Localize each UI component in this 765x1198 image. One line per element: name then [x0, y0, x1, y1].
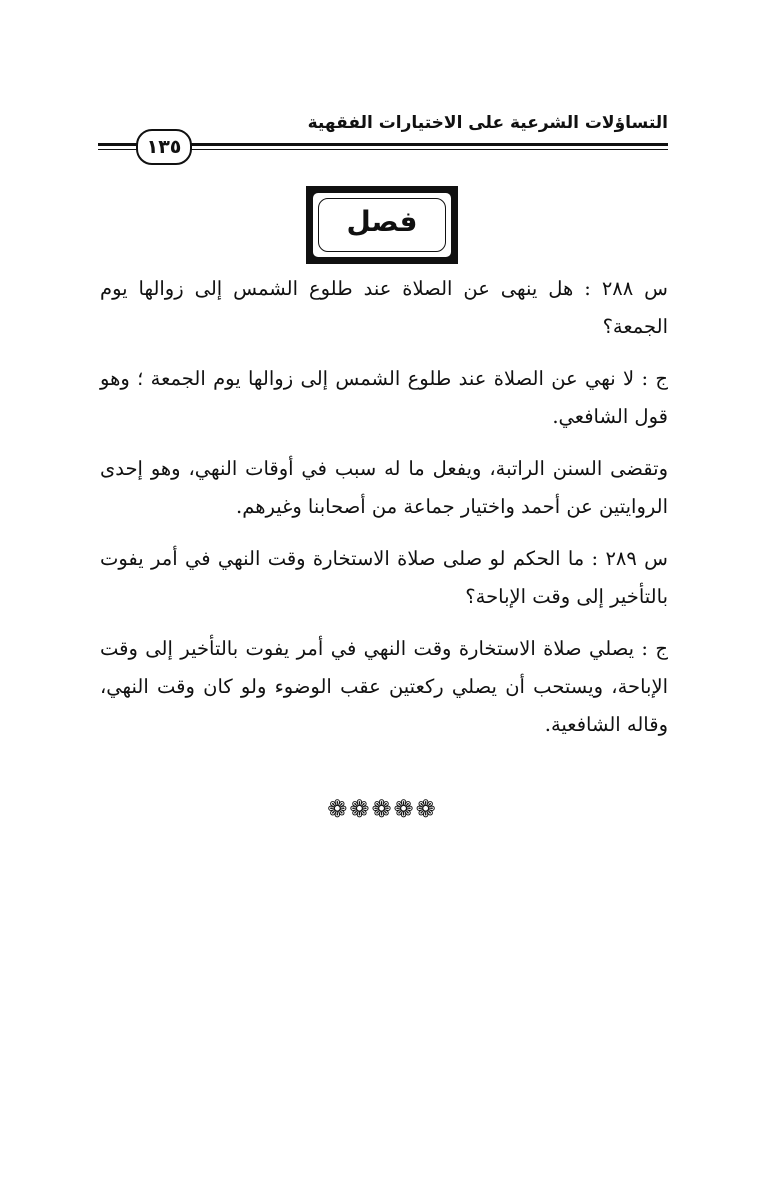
page-number: ١٣٥	[136, 129, 192, 165]
answer-289: ج : يصلي صلاة الاستخارة وقت النهي في أمر يفوت بالتأخير إلى وقت الإباحة، ويستحب أن يصلي ركعتين عقب الوضوء ولو كان وقت النهي، وقاله الشافعية.	[100, 637, 668, 736]
section-heading-inner	[312, 192, 452, 258]
question-289: س ٢٨٩ : ما الحكم لو صلى صلاة الاستخارة وقت النهي في أمر يفوت بالتأخير إلى وقت الإباحة؟	[100, 547, 668, 608]
body-text	[100, 270, 668, 758]
section-heading-frame	[306, 186, 458, 264]
paragraph-sunan: وتقضى السنن الراتبة، ويفعل ما له سبب في أوقات النهي، وهو إحدى الروايتين عن أحمد واختيار جماعة من أصحابنا وغيرهم.	[100, 457, 668, 518]
question-288: س ٢٨٨ : هل ينهى عن الصلاة عند طلوع الشمس إلى زوالها يوم الجمعة؟	[100, 277, 668, 338]
answer-288: ج : لا نهي عن الصلاة عند طلوع الشمس إلى زوالها يوم الجمعة ؛ وهو قول الشافعي.	[100, 367, 668, 428]
section-heading: فصل	[346, 205, 418, 238]
ornament-divider: ❁❁❁❁❁	[327, 795, 438, 823]
book-title: التساؤلات الشرعية على الاختيارات الفقهية	[307, 113, 668, 133]
running-header	[98, 105, 668, 165]
